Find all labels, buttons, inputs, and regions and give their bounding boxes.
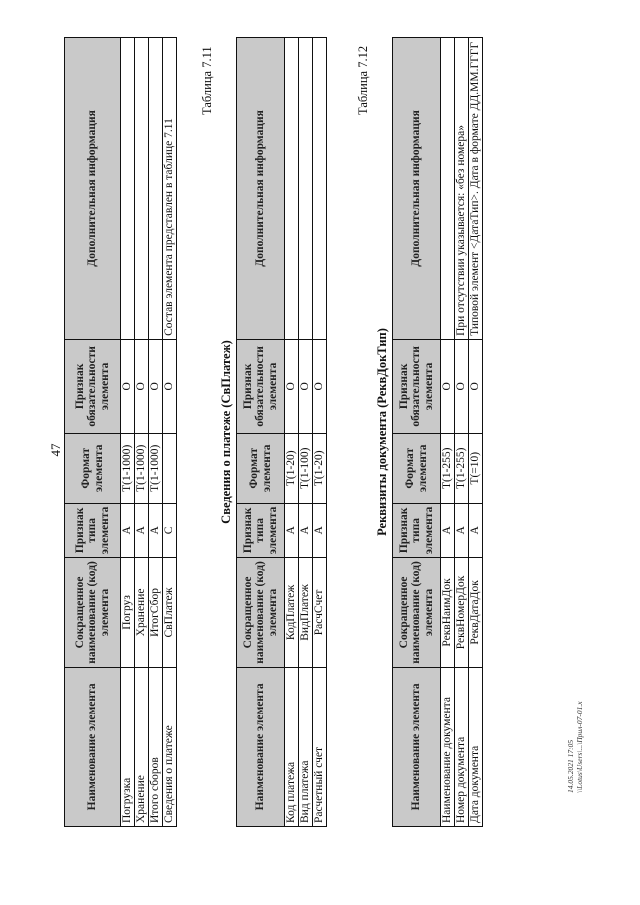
- cell-info: [121, 38, 135, 340]
- header-cell: Формат элемента: [65, 433, 121, 503]
- cell-type: А: [285, 503, 299, 557]
- cell-type: А: [441, 503, 455, 557]
- header-cell: Наименование элемента: [237, 667, 285, 826]
- cell-info: [313, 38, 327, 340]
- table-row: [149, 38, 163, 827]
- cell-name: Номер документа: [455, 667, 469, 826]
- table-row: [163, 38, 177, 827]
- cell-type: С: [163, 503, 177, 557]
- cell-name: Наименование документа: [441, 667, 455, 826]
- cell-format: [163, 433, 177, 503]
- header-cell: Признак типа элемента: [65, 503, 121, 557]
- cell-format: T(1-100): [299, 433, 313, 503]
- cell-info: [285, 38, 299, 340]
- cell-type: А: [313, 503, 327, 557]
- cell-info: [135, 38, 149, 340]
- cell-name: Сведения о платеже: [163, 667, 177, 826]
- table-payment: [236, 37, 327, 827]
- cell-required: О: [299, 339, 313, 433]
- cell-required: О: [163, 339, 177, 433]
- table-document-details: [392, 37, 483, 827]
- header-cell: Сокращенное наименование (код) элемента: [65, 558, 121, 668]
- cell-code: Погруз: [121, 558, 135, 668]
- header-cell: Сокращенное наименование (код) элемента: [393, 558, 441, 668]
- table-row: [441, 38, 455, 827]
- header-cell: Наименование элемента: [65, 667, 121, 826]
- table-row: [285, 38, 299, 827]
- header-cell: Сокращенное наименование (код) элемента: [237, 558, 285, 668]
- cell-code: РеквНомерДок: [455, 558, 469, 668]
- table-row: [313, 38, 327, 827]
- cell-code: РасчСчет: [313, 558, 327, 668]
- cell-format: T(1-20): [285, 433, 299, 503]
- cell-required: О: [313, 339, 327, 433]
- cell-format: T(1-1000): [121, 433, 135, 503]
- table-row: [135, 38, 149, 827]
- cell-name: Дата документа: [469, 667, 483, 826]
- cell-required: О: [135, 339, 149, 433]
- cell-format: T(1-255): [455, 433, 469, 503]
- cell-code: РеквНаимДок: [441, 558, 455, 668]
- cell-code: СвПлатеж: [163, 558, 177, 668]
- cell-type: А: [149, 503, 163, 557]
- table-row: [469, 38, 483, 827]
- header-cell: Признак обязательности элемента: [65, 339, 121, 433]
- header-cell: Формат элемента: [393, 433, 441, 503]
- cell-type: А: [455, 503, 469, 557]
- cell-name: Код платежа: [285, 667, 299, 826]
- table-continuation: [64, 37, 177, 827]
- table-row: [299, 38, 313, 827]
- cell-code: ИтогСбор: [149, 558, 163, 668]
- table-header-row: [65, 38, 121, 827]
- page-number: 47: [48, 443, 63, 457]
- cell-type: А: [135, 503, 149, 557]
- cell-required: О: [455, 339, 469, 433]
- table-row: [121, 38, 135, 827]
- cell-name: Вид платежа: [299, 667, 313, 826]
- cell-code: ВидПлатеж: [299, 558, 313, 668]
- cell-info: [299, 38, 313, 340]
- cell-type: А: [469, 503, 483, 557]
- cell-required: О: [149, 339, 163, 433]
- cell-info: При отсутствии указывается: «без номера»: [455, 38, 469, 340]
- cell-format: T(1-20): [313, 433, 327, 503]
- cell-format: T(=10): [469, 433, 483, 503]
- cell-format: T(1-1000): [149, 433, 163, 503]
- file-stamp: [566, 701, 584, 793]
- header-cell: Формат элемента: [237, 433, 285, 503]
- cell-info: [149, 38, 163, 340]
- cell-info: Состав элемента представлен в таблице 7.11: [163, 38, 177, 340]
- cell-name: Погрузка: [121, 667, 135, 826]
- cell-required: О: [441, 339, 455, 433]
- header-cell: Признак типа элемента: [393, 503, 441, 557]
- header-cell: Признак обязательности элемента: [393, 339, 441, 433]
- table-header-row: [393, 38, 441, 827]
- cell-type: А: [121, 503, 135, 557]
- cell-required: О: [285, 339, 299, 433]
- cell-format: T(1-1000): [135, 433, 149, 503]
- cell-name: Расчетный счет: [313, 667, 327, 826]
- cell-name: Хранение: [135, 667, 149, 826]
- cell-code: Хранение: [135, 558, 149, 668]
- header-cell: Дополнительная информация: [237, 38, 285, 340]
- cell-code: РеквДатаДок: [469, 558, 483, 668]
- table-title: Сведения о платеже (СвПлатеж): [219, 340, 233, 524]
- table-title: Реквизиты документа (РеквДокТип): [375, 328, 389, 536]
- header-cell: Признак типа элемента: [237, 503, 285, 557]
- cell-type: А: [299, 503, 313, 557]
- stamp-date: 14.05.2021 17:05: [566, 739, 575, 793]
- cell-info: Типовой элемент <ДатаТип>. Дата в формате ДД.ММ.ГГГГ: [469, 38, 483, 340]
- header-cell: Дополнительная информация: [65, 38, 121, 340]
- cell-format: T(1-255): [441, 433, 455, 503]
- cell-name: Итого сборов: [149, 667, 163, 826]
- header-cell: Наименование элемента: [393, 667, 441, 826]
- stamp-path: \\Lotus\Users\...\Прил-07-01.x: [575, 701, 584, 793]
- cell-code: КодПлатеж: [285, 558, 299, 668]
- table-header-row: [237, 38, 285, 827]
- cell-required: О: [121, 339, 135, 433]
- cell-required: О: [469, 339, 483, 433]
- header-cell: Признак обязательности элемента: [237, 339, 285, 433]
- table-caption: Таблица 7.11: [200, 46, 214, 115]
- table-caption: Таблица 7.12: [356, 45, 370, 115]
- cell-info: [441, 38, 455, 340]
- header-cell: Дополнительная информация: [393, 38, 441, 340]
- table-row: [455, 38, 469, 827]
